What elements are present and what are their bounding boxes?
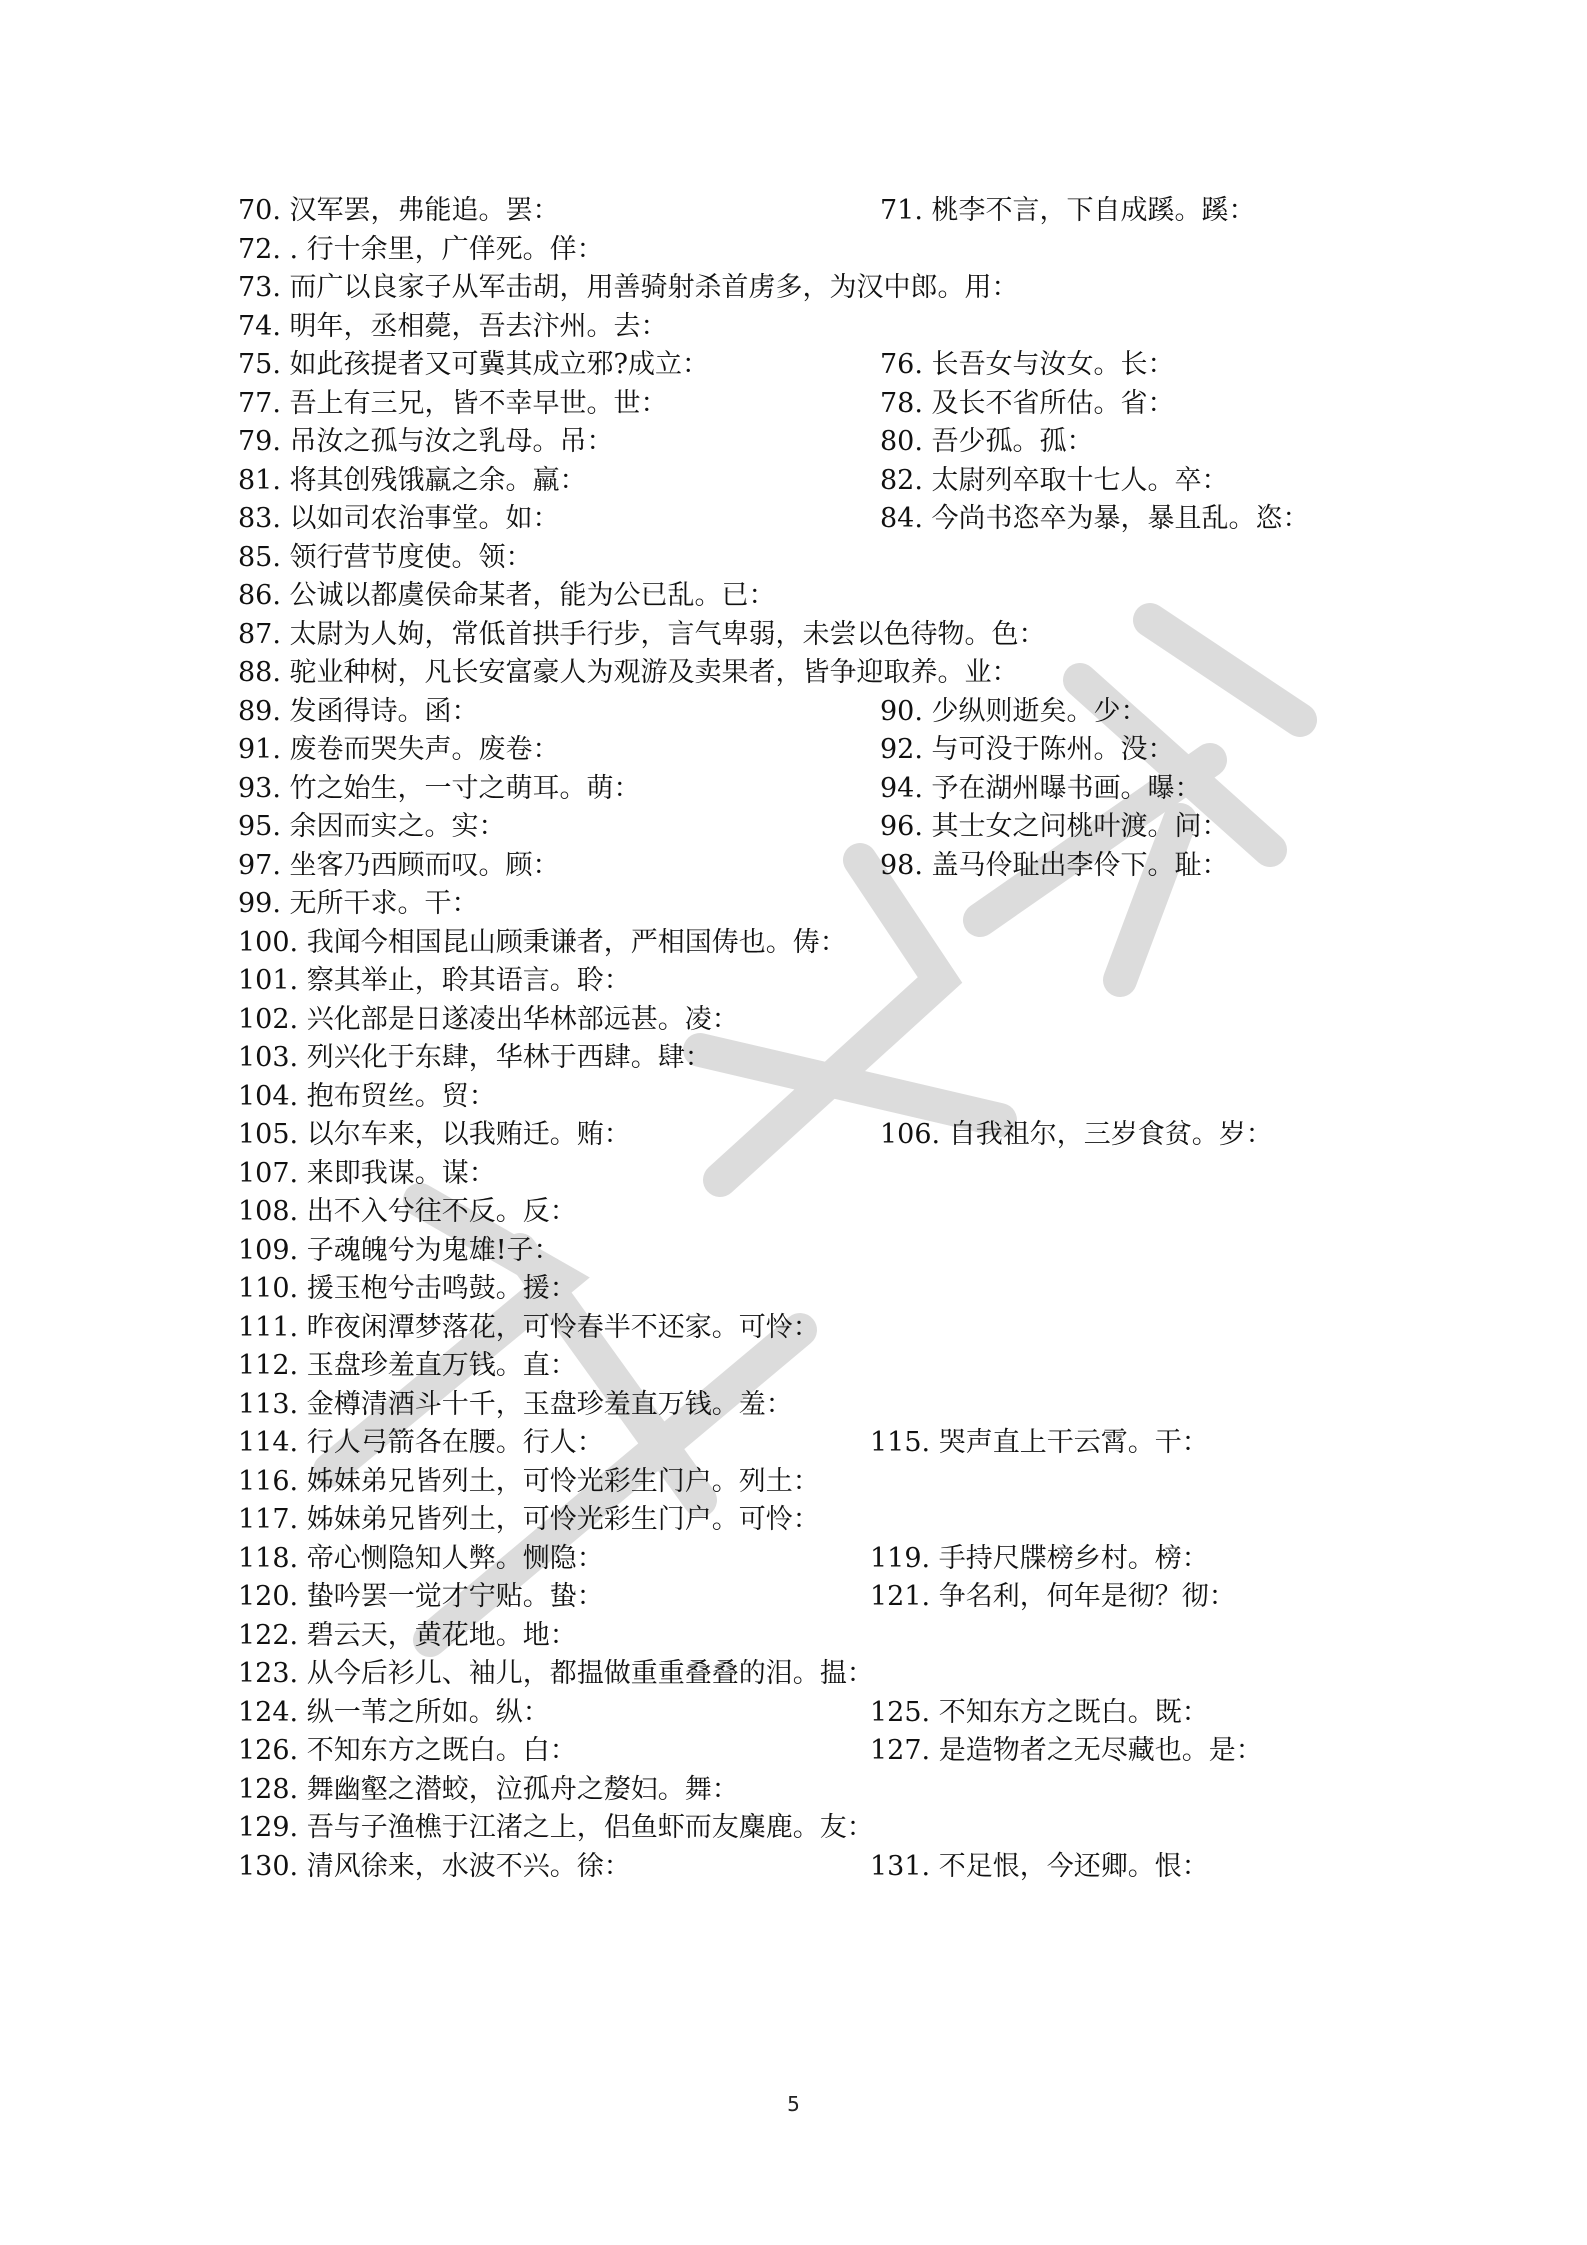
exercise-line: [238, 231, 1418, 270]
exercise-line: [238, 770, 1418, 809]
exercise-line: [238, 539, 1418, 578]
exercise-line: [238, 1193, 1418, 1232]
exercise-line: [238, 731, 1418, 770]
exercise-item-right: 80. 吾少孤。孤：: [880, 426, 1094, 457]
exercise-line: [238, 1001, 1418, 1040]
exercise-line: [238, 1424, 1418, 1463]
exercise-line: [238, 885, 1418, 924]
exercise-line: [238, 1578, 1418, 1617]
exercise-item-right: 131. 不足恨，今还卿。恨：: [870, 1850, 1209, 1882]
exercise-item: 101. 察其举止，聆其语言。聆：: [238, 965, 631, 996]
exercise-item: 120. 蛰吟罢一觉才宁贴。蛰：: [238, 1581, 604, 1612]
exercise-item: 104. 抱布贸丝。贸：: [238, 1080, 496, 1112]
exercise-item: 91. 废卷而哭失声。废卷：: [238, 734, 560, 765]
exercise-line: [238, 500, 1418, 539]
exercise-item: 99. 无所干求。干：: [238, 888, 479, 919]
exercise-item: 79. 吊汝之孤与汝之乳母。吊：: [238, 426, 614, 457]
exercise-line: [238, 192, 1418, 231]
exercise-item: 118. 帝心恻隐知人弊。恻隐：: [238, 1542, 604, 1574]
exercise-item: 109. 子魂魄兮为鬼雄!子：: [238, 1234, 561, 1266]
exercise-item: 93. 竹之始生，一寸之萌耳。萌：: [238, 772, 641, 804]
exercise-item: 85. 领行营节度使。领：: [238, 541, 533, 573]
exercise-line: [238, 1039, 1418, 1078]
exercise-item: 74. 明年，丞相薨，吾去汴州。去：: [238, 310, 668, 342]
exercise-item-right: 76. 长吾女与汝女。长：: [880, 349, 1175, 380]
exercise-item: 123. 从今后衫儿、袖儿，都揾做重重叠叠的泪。揾：: [238, 1658, 874, 1689]
exercise-item: 130. 清风徐来，水波不兴。徐：: [238, 1850, 631, 1882]
exercise-item: 110. 援玉枹兮击鸣鼓。援：: [238, 1273, 577, 1304]
exercise-line: [238, 654, 1418, 693]
exercise-item: 86. 公诚以都虞侯命某者，能为公已乱。已：: [238, 580, 776, 611]
exercise-item: 97. 坐客乃西顾而叹。顾：: [238, 849, 560, 881]
exercise-item: 72. . 行十余里，广佯死。佯：: [238, 233, 604, 265]
exercise-item: 105. 以尔车来，以我贿迁。贿：: [238, 1119, 631, 1150]
exercise-line: [238, 1232, 1418, 1271]
exercise-line: [238, 1463, 1418, 1502]
exercise-item-right: 115. 哭声直上干云霄。干：: [870, 1427, 1209, 1458]
exercise-item: 117. 姊妹弟兄皆列土，可怜光彩生门户。可怜：: [238, 1504, 820, 1535]
exercise-item-right: 94. 予在湖州曝书画。曝：: [880, 772, 1202, 804]
exercise-line: [238, 1848, 1418, 1887]
exercise-item-right: 82. 太尉列卒取十七人。卒：: [880, 464, 1229, 496]
exercise-item: 129. 吾与子渔樵于江渚之上，侣鱼虾而友麋鹿。友：: [238, 1812, 874, 1843]
exercise-line: [238, 1116, 1418, 1155]
exercise-line: [238, 1732, 1418, 1771]
exercise-line: [238, 577, 1418, 616]
exercise-line: [238, 847, 1418, 886]
exercise-line: [238, 462, 1418, 501]
exercise-line: [238, 1309, 1418, 1348]
exercise-item: 113. 金樽清酒斗十千，玉盘珍羞直万钱。羞：: [238, 1388, 793, 1420]
exercise-item: 102. 兴化部是日遂凌出华林部远甚。凌：: [238, 1003, 739, 1035]
exercise-item: 75. 如此孩提者又可冀其成立邪?成立：: [238, 349, 709, 380]
exercise-line: [238, 693, 1418, 732]
exercise-item: 83. 以如司农治事堂。如：: [238, 503, 560, 534]
exercise-line: [238, 962, 1418, 1001]
exercise-line: [238, 1694, 1418, 1733]
exercise-item: 95. 余因而实之。实：: [238, 811, 506, 842]
exercise-line: [238, 924, 1418, 963]
exercise-item: 103. 列兴化于东肆，华林于西肆。肆：: [238, 1042, 712, 1073]
exercise-item: 73. 而广以良家子从军击胡，用善骑射杀首虏多，为汉中郎。用：: [238, 272, 1019, 303]
exercise-line: [238, 1655, 1418, 1694]
exercise-line: [238, 1270, 1418, 1309]
exercise-item: 89. 发函得诗。函：: [238, 695, 479, 727]
exercise-item: 114. 行人弓箭各在腰。行人：: [238, 1427, 604, 1458]
exercise-line: [238, 1540, 1418, 1579]
exercise-line: [238, 616, 1418, 655]
exercise-item-right: 78. 及长不省所估。省：: [880, 387, 1175, 419]
exercise-item-right: 119. 手持尺牒榜乡村。榜：: [870, 1542, 1209, 1574]
exercise-item: 116. 姊妹弟兄皆列土，可怜光彩生门户。列土：: [238, 1465, 820, 1497]
exercise-item: 81. 将其创残饿羸之余。羸：: [238, 464, 587, 496]
exercise-item-right: 98. 盖马伶耻出李伶下。耻：: [880, 849, 1229, 881]
exercise-line: [238, 1386, 1418, 1425]
exercise-line: [238, 308, 1418, 347]
exercise-item-right: 125. 不知东方之既白。既：: [870, 1696, 1209, 1728]
exercise-line: [238, 269, 1418, 308]
exercise-item: 87. 太尉为人姁，常低首拱手行步，言气卑弱，未尝以色待物。色：: [238, 618, 1046, 650]
exercise-item-right: 84. 今尚书恣卒为暴，暴且乱。恣：: [880, 503, 1310, 534]
exercise-item-right: 96. 其士女之问桃叶渡。问：: [880, 811, 1229, 842]
exercise-line: [238, 385, 1418, 424]
exercise-line: [238, 346, 1418, 385]
exercise-item-right: 106. 自我祖尔，三岁食贫。岁：: [880, 1119, 1273, 1150]
exercise-item: 112. 玉盘珍羞直万钱。直：: [238, 1350, 577, 1381]
exercise-line: [238, 808, 1418, 847]
exercise-item: 107. 来即我谋。谋：: [238, 1157, 496, 1189]
exercise-item: 70. 汉军罢，弗能追。罢：: [238, 195, 560, 226]
exercise-item-right: 92. 与可没于陈州。没：: [880, 734, 1175, 765]
exercise-item: 100. 我闻今相国昆山顾秉谦者，严相国俦也。俦：: [238, 926, 847, 958]
page-number: 5: [787, 2092, 800, 2116]
exercise-line: [238, 1155, 1418, 1194]
exercise-line: [238, 423, 1418, 462]
exercise-item: 111. 昨夜闲潭梦落花，可怜春半不还家。可怜：: [238, 1311, 820, 1343]
exercise-line: [238, 1771, 1418, 1810]
exercise-item: 126. 不知东方之既白。白：: [238, 1735, 577, 1766]
exercise-line: [238, 1347, 1418, 1386]
exercise-item: 124. 纵一苇之所如。纵：: [238, 1696, 550, 1728]
exercise-item-right: 90. 少纵则逝矣。少：: [880, 695, 1148, 727]
exercise-line: [238, 1078, 1418, 1117]
exercise-line: [238, 1809, 1418, 1848]
exercise-list: [238, 192, 1418, 1886]
exercise-line: [238, 1501, 1418, 1540]
exercise-item: 77. 吾上有三兄，皆不幸早世。世：: [238, 387, 668, 419]
exercise-item-right: 127. 是造物者之无尽藏也。是：: [870, 1735, 1263, 1766]
exercise-item: 88. 驼业种树，凡长安富豪人为观游及卖果者，皆争迎取养。业：: [238, 657, 1019, 688]
exercise-item: 108. 出不入兮往不反。反：: [238, 1196, 577, 1227]
exercise-item-right: 71. 桃李不言，下自成蹊。蹊：: [880, 195, 1256, 226]
exercise-item: 122. 碧云天，黄花地。地：: [238, 1619, 577, 1651]
exercise-item-right: 121. 争名利，何年是彻？彻：: [870, 1581, 1236, 1612]
exercise-line: [238, 1617, 1418, 1656]
exercise-item: 128. 舞幽壑之潜蛟，泣孤舟之嫠妇。舞：: [238, 1773, 739, 1805]
